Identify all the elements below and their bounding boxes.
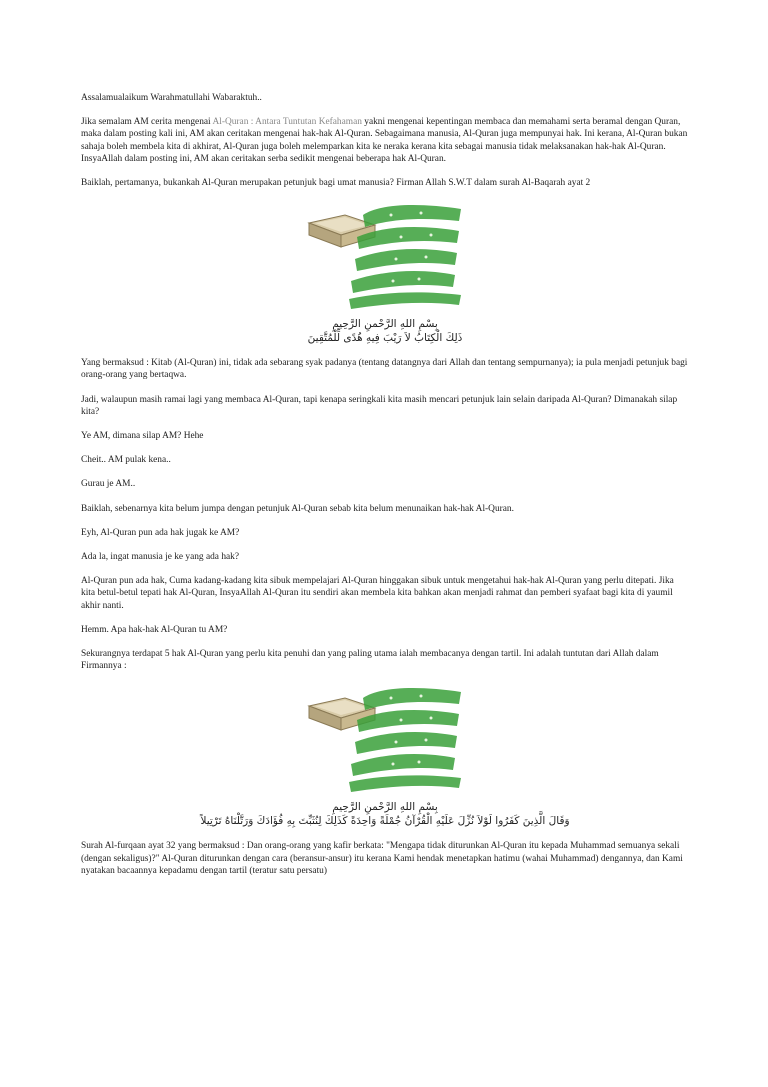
paragraph-8: Gurau je AM.. [81,479,136,490]
paragraph-13: Hemm. Apa hak-hak Al-Quran tu AM? [81,624,228,635]
quran-book-icon [301,684,481,794]
paragraph-7: Cheit.. AM pulak kena.. [81,455,171,466]
paragraph-15: Surah Al-furqaan ayat 32 yang bermaksud : Dan orang-orang yang kafir berkata: "Mengapa tidak diturunkan Al-Quran itu kepada Muhammad semuanya sekali (dengan sekaligus)?" Al-Quran diturunkan dengan cara (beransur-ansur) itu kerana Kami hendak menetapkan hatimu (wahai Muhammad) dengannya, dan Kami nyatakan bacaannya kepadamu dengan tartil (teratur satu persatu) [81,841,683,876]
previous-post-link[interactable]: Al-Quran : Antara Tuntutan Kefahaman [212,117,362,128]
basmala-2: بِسْمِ اللهِ الرَّحْمنِ الرَّحِيمِ [332,801,438,814]
arabic-verse-2: وَقَالَ الَّذِينَ كَفَرُوا لَوْلاَ نُزِّلَ عَلَيْهِ الْقُرْآنُ جُمْلَةً وَاحِدَةً كَذَلِكَ لِنُثَبِّتَ بِهِ فُؤَادَكَ وَرَتَّلْنَاهُ تَرْتِيلاً [200,815,570,828]
intro-text-before: Jika semalam AM cerita mengenai [81,117,213,128]
paragraph-11: Ada la, ingat manusia je ke yang ada hak? [81,552,240,563]
arabic-verse-block-1 [81,317,689,345]
intro-text-after: yakni mengenai kepentingan membaca dan memahami serta beramal dengan Quran, maka dalam posting kali ini, AM akan ceritakan mengenai hak-hak Al-Quran. Sebagaimana manusia, Al-Quran juga mempunyai hak. Ini kerana, Al-Quran bukan sahaja boleh membela kita di akhirat, Al-Quran juga boleh melemparkan kita ke neraka kerana kita sebagai manusia tidak melaksanakan hak-hak Al-Quran. InsyaAllah dalam posting ini, AM akan ceritakan serba sedikit mengenai beberapa hak Al-Quran. [81,117,688,164]
basmala-1: بِسْمِ اللهِ الرَّحْمنِ الرَّحِيمِ [332,318,438,331]
intro-paragraph [81,116,689,165]
paragraph-12: Al-Quran pun ada hak, Cuma kadang-kadang kita sibuk mempelajari Al-Quran hinggakan sibuk untuk mengetahui hak-hak Al-Quran yang perlu ditepati. Jika kita betul-betul tepati hak Al-Quran, InsyaAllah Al-Quran itu sendiri akan membela kita bahkan akan menjadi rahmat dan pemberi syafaat bagi kita di yaumil akhir nanti. [81,576,674,611]
paragraph-4: Yang bermaksud : Kitab (Al-Quran) ini, tidak ada sebarang syak padanya (tentang datangnya dari Allah dan tentang sempurnanya); ia pula menjadi petunjuk bagi orang-orang yang bertaqwa. [81,358,688,381]
article [81,92,689,889]
paragraph-5: Jadi, walaupun masih ramai lagi yang membaca Al-Quran, tapi kenapa seringkali kita masih mencari petunjuk lain selain daripada Al-Quran? Dimanakah silap kita? [81,394,678,417]
paragraph-10: Eyh, Al-Quran pun ada hak jugak ke AM? [81,527,240,538]
paragraph-6: Ye AM, dimana silap AM? Hehe [81,431,204,442]
quran-calligraphy-image-1 [81,201,689,313]
greeting: Assalamualaikum Warahmatullahi Wabaraktuh.. [81,93,262,103]
paragraph-3: Baiklah, pertamanya, bukankah Al-Quran merupakan petunjuk bagi umat manusia? Firman Allah S.W.T dalam surah Al-Baqarah ayat 2 [81,178,591,189]
paragraph-9: Baiklah, sebenarnya kita belum jumpa dengan petunjuk Al-Quran sebab kita belum menunaikan hak-hak Al-Quran. [81,503,514,514]
quran-book-icon [301,201,481,311]
arabic-verse-block-2 [81,800,689,828]
quran-calligraphy-image-2 [81,684,689,796]
paragraph-14: Sekurangnya terdapat 5 hak Al-Quran yang perlu kita penuhi dan yang paling utama ialah membacanya dengan tartil. Ini adalah tuntutan dari Allah dalam Firmannya : [81,649,659,672]
arabic-verse-1: ذَلِكَ الْكِتَابُ لاَ رَيْبَ فِيهِ هُدًى لِّلْمُتَّقِينَ [307,332,463,345]
